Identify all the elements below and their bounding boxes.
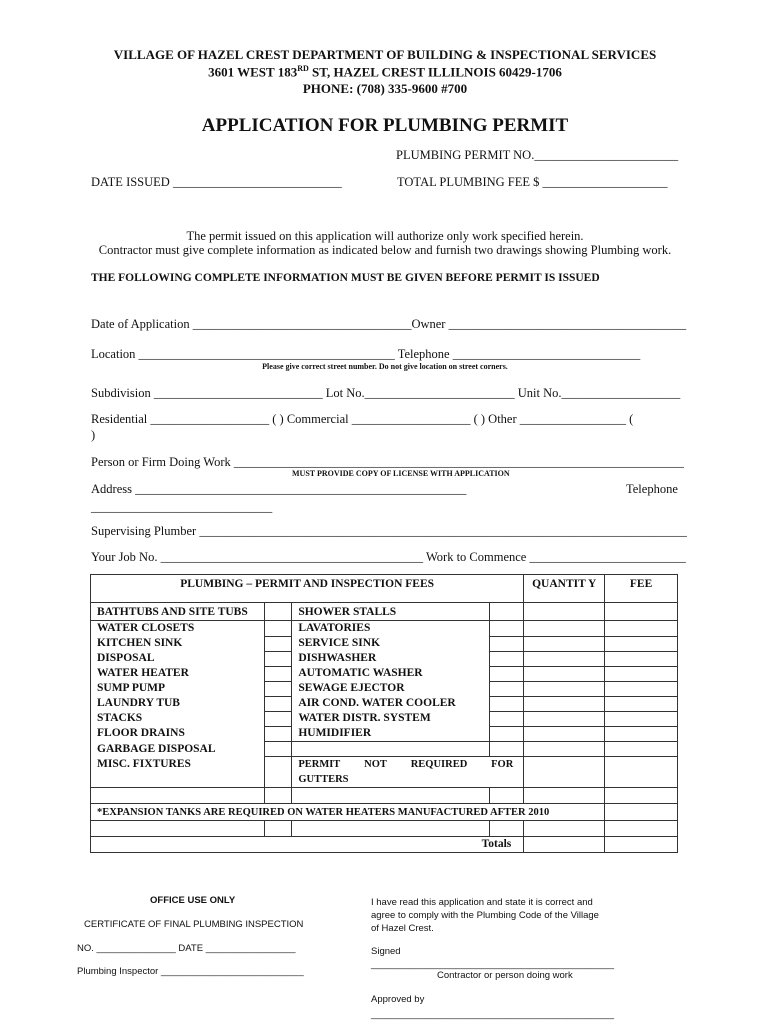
table-row [91,742,678,757]
fee-cell[interactable] [605,651,678,666]
table-row [91,696,678,711]
property-type-field[interactable]: Residential ___________________ ( ) Commercial ___________________ ( ) Other _________________ ( [91,412,634,426]
supervising-plumber-field[interactable]: Supervising Plumber ______________________________________________________________________________ [91,524,687,538]
fixture-label: SHOWER STALLS [292,603,490,621]
quantity-cell[interactable] [524,696,605,711]
property-type-close: ) [91,428,96,442]
intro-line-2: Contractor must give complete information as indicated below and furnish two drawings showing Plumbing work. [98,243,672,257]
header-address-rest: ST, HAZEL CREST ILLILNOIS 60429-1706 [308,64,562,80]
fee-cell[interactable] [605,681,678,696]
totals-row [91,837,678,853]
quantity-cell[interactable] [524,757,605,788]
quantity-cell[interactable] [524,742,605,757]
gutters-word: PERMIT [298,759,341,770]
fee-cell[interactable] [605,603,678,621]
fee-cell[interactable] [605,636,678,651]
table-row [91,788,678,804]
header-phone: PHONE: (708) 335-9600 #700 [302,81,468,96]
subdivision-lot-unit-field[interactable]: Subdivision ___________________________ Lot No.________________________ Unit No.___________________ [91,386,681,400]
approved-by-label: Approved by [371,994,425,1005]
quantity-cell[interactable] [524,681,605,696]
fixture-check[interactable] [490,651,524,666]
statement-line-2: agree to comply with the Plumbing Code of the Village [371,910,599,921]
fixture-check[interactable] [265,621,292,637]
gutters-note [292,757,524,788]
fixture-label: AUTOMATIC WASHER [292,666,490,681]
table-row [91,681,678,696]
expansion-note-row [91,804,678,821]
totals-quantity-cell[interactable] [524,837,605,853]
fixture-label: KITCHEN SINK [91,636,265,651]
fixture-check[interactable] [265,666,292,681]
fixture-check[interactable] [490,726,524,742]
fixture-label: LAVATORIES [292,621,490,637]
table-row [91,821,678,837]
office-use-heading: OFFICE USE ONLY [150,895,236,906]
fee-cell[interactable] [605,666,678,681]
table-row [91,726,678,742]
header-line-2 [0,64,770,80]
address-continuation[interactable]: _____________________________ [91,500,273,514]
gutters-word: GUTTERS [298,774,349,785]
quantity-cell[interactable] [524,726,605,742]
person-firm-field[interactable]: Person or Firm Doing Work ________________________________________________________________________ [91,455,684,469]
header-address-sup: RD [297,64,309,73]
location-note: Please give correct street number. Do not give location on street corners. [262,362,508,371]
quantity-cell[interactable] [524,651,605,666]
fixture-label: LAUNDRY TUB [91,696,265,711]
table-row [91,757,678,788]
fixture-label: WATER HEATER [91,666,265,681]
fixture-label: SERVICE SINK [292,636,490,651]
fixture-label: AIR COND. WATER COOLER [292,696,490,711]
fee-cell[interactable] [605,742,678,757]
fee-cell[interactable] [605,821,678,837]
table-header-quantity: QUANTIT Y [524,575,605,603]
header-address-number: 3601 WEST 183 [208,64,298,80]
fee-cell[interactable] [605,804,678,821]
fixture-check[interactable] [265,636,292,651]
signature-line[interactable]: ______________________________________________ [371,959,615,970]
license-note: MUST PROVIDE COPY OF LICENSE WITH APPLICATION [292,469,510,478]
fixture-label: WATER CLOSETS [91,621,265,637]
totals-label: Totals [91,837,524,853]
plumbing-inspector-field[interactable]: Plumbing Inspector ___________________________ [77,966,304,977]
totals-fee-cell[interactable] [605,837,678,853]
fee-cell[interactable] [605,788,678,804]
table-row [91,666,678,681]
approved-by-line[interactable]: ______________________________________________ [371,1009,615,1020]
fixture-label: BATHTUBS AND SITE TUBS [91,603,265,621]
fixture-label: SUMP PUMP [91,681,265,696]
fixture-label: HUMIDIFIER [292,726,490,742]
expansion-note: *EXPANSION TANKS ARE REQUIRED ON WATER HEATERS MANUFACTURED AFTER 2010 [91,804,605,821]
quantity-cell[interactable] [524,711,605,726]
required-notice: THE FOLLOWING COMPLETE INFORMATION MUST BE GIVEN BEFORE PERMIT IS ISSUED [91,272,600,284]
fixture-label: DISHWASHER [292,651,490,666]
quantity-cell[interactable] [524,603,605,621]
fee-cell[interactable] [605,726,678,742]
fixture-check[interactable] [265,651,292,666]
permit-number-field[interactable]: PLUMBING PERMIT NO._______________________ [396,148,679,162]
fixture-check[interactable] [265,711,292,726]
fixture-label: WATER DISTR. SYSTEM [292,711,490,726]
header-line-1: VILLAGE OF HAZEL CREST DEPARTMENT OF BUILDING & INSPECTIONAL SERVICES [113,47,657,62]
fee-cell[interactable] [605,757,678,788]
fee-cell[interactable] [605,621,678,637]
table-row [91,621,678,637]
fixture-check[interactable] [265,742,292,757]
statement-line-1: I have read this application and state it is correct and [371,897,593,908]
contractor-label: Contractor or person doing work [437,970,573,981]
table-row [91,651,678,666]
gutters-word: NOT [364,759,387,770]
fixture-check[interactable] [265,681,292,696]
job-number-commence-field[interactable]: Your Job No. __________________________________________ Work to Commence _________________________ [91,550,686,564]
fixture-check[interactable] [265,696,292,711]
fixture-label: SEWAGE EJECTOR [292,681,490,696]
date-issued-field[interactable]: DATE ISSUED ___________________________ [91,175,342,189]
fixture-label: FLOOR DRAINS [91,726,265,742]
table-header-main: PLUMBING – PERMIT AND INSPECTION FEES [91,575,524,603]
fixture-label: STACKS [91,711,265,726]
intro-line-1: The permit issued on this application will authorize only work specified herein. [186,229,584,243]
fixture-check[interactable] [490,636,524,651]
quantity-cell[interactable] [524,788,605,804]
quantity-cell[interactable] [524,821,605,837]
fixture-check[interactable] [265,603,292,621]
fixture-check[interactable] [490,603,524,621]
gutters-word: REQUIRED [410,759,468,770]
fees-table [90,574,678,853]
quantity-cell[interactable] [524,621,605,637]
location-telephone-field[interactable]: Location _________________________________________ Telephone ______________________________ [91,347,641,361]
fixture-check[interactable] [490,742,524,757]
table-row [91,603,678,621]
statement-line-3: of Hazel Crest. [371,923,434,934]
signed-label: Signed [371,946,401,957]
quantity-cell[interactable] [524,666,605,681]
date-owner-field[interactable]: Date of Application ___________________________________Owner ______________________________________ [91,317,687,331]
table-header-row [91,575,678,603]
office-number-date-field[interactable]: NO. _______________ DATE _________________ [77,943,296,954]
fixture-check[interactable] [265,726,292,742]
fixture-label: GARBAGE DISPOSAL [91,742,265,757]
total-fee-field[interactable]: TOTAL PLUMBING FEE $ ____________________ [397,175,668,189]
gutters-word: FOR [491,759,514,770]
fixture-label [292,742,490,757]
quantity-cell[interactable] [524,636,605,651]
fixture-check[interactable] [490,666,524,681]
fixture-label: DISPOSAL [91,651,265,666]
table-row [91,636,678,651]
certificate-label: CERTIFICATE OF FINAL PLUMBING INSPECTION [84,919,304,930]
fixture-check[interactable] [265,757,292,788]
address-telephone-label: Telephone [626,482,678,496]
fixture-check[interactable] [490,696,524,711]
fixture-check[interactable] [490,711,524,726]
page-title: APPLICATION FOR PLUMBING PERMIT [201,115,569,136]
address-field[interactable]: Address _____________________________________________________ [91,482,467,496]
fixture-check[interactable] [490,681,524,696]
fee-cell[interactable] [605,711,678,726]
table-header-fee: FEE [605,575,678,603]
fee-cell[interactable] [605,696,678,711]
fixture-label: MISC. FIXTURES [91,757,265,788]
table-row [91,711,678,726]
fixture-check[interactable] [490,621,524,637]
